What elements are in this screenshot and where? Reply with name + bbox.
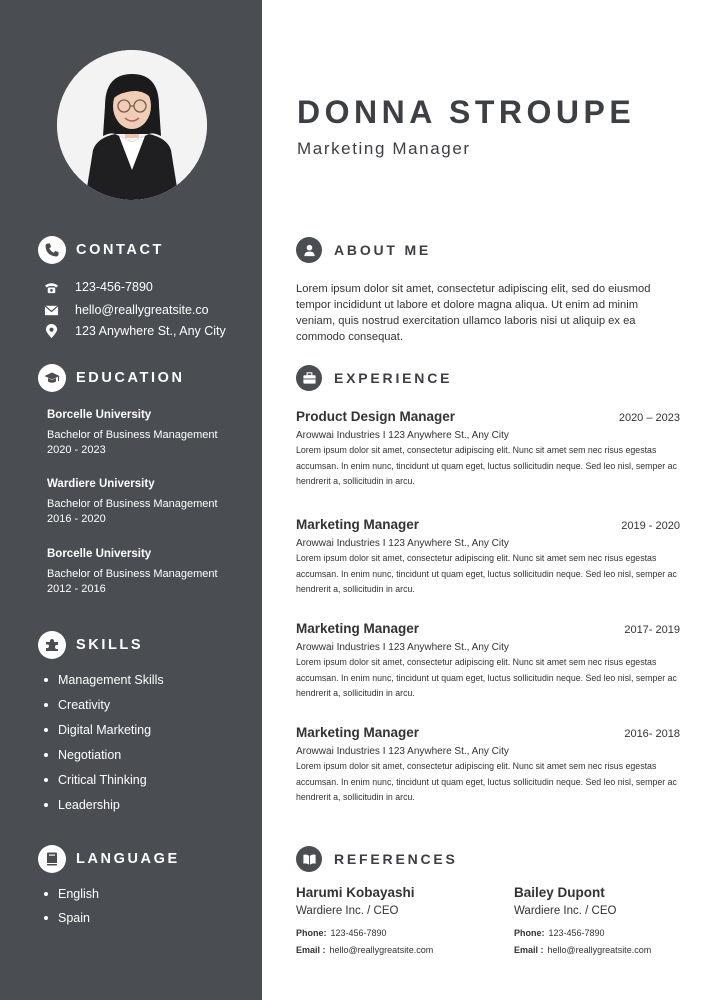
language-label: Spain	[58, 911, 90, 925]
education-item	[47, 478, 218, 527]
skill-label: Digital Marketing	[58, 722, 152, 737]
graduation-cap-icon	[38, 364, 66, 392]
school-name: Borcelle University	[47, 548, 152, 560]
degree: Bachelor of Business Management	[47, 429, 218, 441]
experience-title: EXPERIENCE	[334, 370, 453, 386]
phone-label: Phone:	[514, 928, 545, 938]
list-item	[44, 692, 164, 717]
references-title: REFERENCES	[334, 851, 458, 867]
job-description: Lorem ipsum dolor sit amet, consectetur adipiscing elit. Nunc sit amet sem nec risus egestas accumsan. In enim nunc, tincidunt ut quam eget, luctus sollicitudin neque. Sed leo nisl, semper ac hendrerit a, sollicitudin in arcu.	[296, 657, 677, 698]
about-title: ABOUT ME	[334, 242, 432, 258]
email-label: Email :	[514, 945, 544, 955]
job-years: 2017- 2019	[624, 624, 680, 636]
skills-heading	[38, 631, 143, 659]
reference-phone	[514, 928, 651, 938]
phone-value: 123-456-7890	[330, 928, 387, 938]
education-heading	[38, 364, 185, 392]
school-name: Wardiere University	[47, 478, 155, 490]
about-text: Lorem ipsum dolor sit amet, consectetur adipiscing elit, sed do eiusmod tempor incididunt ut labore et dolore magna aliqua. Ut enim ad minim veniam, quis nostrud exercitation ullamco laboris nisi ut aliquip ex ea commodo consequat.	[296, 283, 651, 343]
list-item	[44, 717, 164, 742]
reference-item	[296, 885, 433, 955]
reference-name: Harumi Kobayashi	[296, 885, 415, 900]
job-title: Marketing Manager	[296, 517, 420, 532]
address-text: 123 Anywhere St., Any City	[75, 324, 226, 338]
reference-email	[514, 945, 651, 955]
degree: Bachelor of Business Management	[47, 498, 218, 510]
briefcase-icon	[296, 365, 322, 391]
skill-label: Leadership	[58, 797, 120, 812]
open-book-icon	[296, 846, 322, 872]
email-value: hello@reallygreatsite.com	[329, 945, 434, 955]
language-title: LANGUAGE	[76, 851, 180, 867]
job-description: Lorem ipsum dolor sit amet, consectetur adipiscing elit. Nunc sit amet sem nec risus egestas accumsan. In enim nunc, tincidunt ut quam eget, luctus sollicitudin neque. Sed leo nisl, semper ac hendrerit a, sollicitudin in arcu.	[296, 761, 677, 802]
degree: Bachelor of Business Management	[47, 568, 218, 580]
skill-label: Negotiation	[58, 747, 122, 762]
contact-address	[42, 323, 226, 339]
profile-photo	[57, 50, 207, 200]
list-item	[44, 906, 99, 930]
contact-phone	[42, 279, 153, 295]
job-description: Lorem ipsum dolor sit amet, consectetur adipiscing elit. Nunc sit amet sem nec risus egestas accumsan. In enim nunc, tincidunt ut quam eget, luctus sollicitudin neque. Sed leo nisl, semper ac hendrerit a, sollicitudin in arcu.	[296, 445, 677, 486]
language-list	[44, 882, 99, 930]
user-icon	[296, 237, 322, 263]
location-icon	[42, 323, 60, 339]
years: 2012 - 2016	[47, 583, 106, 595]
education-item	[47, 409, 218, 458]
email-value: hello@reallygreatsite.com	[547, 945, 652, 955]
contact-title: CONTACT	[76, 242, 165, 258]
skill-label: Creativity	[58, 697, 111, 712]
job-description: Lorem ipsum dolor sit amet, consectetur adipiscing elit. Nunc sit amet sem nec risus egestas accumsan. In enim nunc, tincidunt ut quam eget, luctus sollicitudin neque. Sed leo nisl, semper ac hendrerit a, sollicitudin in arcu.	[296, 553, 677, 594]
contact-heading	[38, 236, 164, 264]
language-label: English	[58, 887, 99, 901]
telephone-icon	[42, 279, 60, 295]
reference-phone	[296, 928, 433, 938]
puzzle-icon	[38, 631, 66, 659]
years: 2016 - 2020	[47, 513, 106, 525]
list-item	[44, 882, 99, 906]
school-name: Borcelle University	[47, 409, 152, 421]
experience-item	[296, 517, 680, 598]
list-item	[44, 767, 164, 792]
job-title: Marketing Manager	[296, 621, 420, 636]
education-item	[47, 548, 218, 597]
years: 2020 - 2023	[47, 444, 106, 456]
skills-list	[44, 667, 164, 817]
reference-company: Wardiere Inc. / CEO	[514, 905, 617, 917]
contact-email	[42, 302, 209, 318]
language-heading	[38, 845, 180, 873]
reference-item	[514, 885, 651, 955]
email-icon	[42, 302, 60, 318]
job-years: 2016- 2018	[624, 728, 680, 740]
book-icon	[38, 845, 66, 873]
experience-heading	[296, 365, 452, 391]
job-years: 2019 - 2020	[621, 520, 680, 532]
reference-company: Wardiere Inc. / CEO	[296, 905, 399, 917]
experience-item	[296, 725, 680, 806]
reference-email	[296, 945, 433, 955]
phone-value: 123-456-7890	[548, 928, 605, 938]
job-years: 2020 – 2023	[618, 412, 680, 424]
skills-title: SKILLS	[76, 637, 144, 653]
skill-label: Management Skills	[58, 672, 164, 687]
list-item	[44, 667, 164, 692]
reference-name: Bailey Dupont	[514, 885, 605, 900]
phone-text: 123-456-7890	[75, 280, 153, 294]
email-text: hello@reallygreatsite.co	[75, 303, 209, 317]
experience-item	[296, 409, 680, 490]
profile-photo-image	[57, 50, 207, 200]
skill-label: Critical Thinking	[58, 772, 147, 787]
job-company: Arowwai Industries I 123 Anywhere St., Any City	[296, 430, 509, 441]
education-title: EDUCATION	[76, 370, 185, 386]
person-name: DONNA STROUPE	[297, 94, 636, 130]
job-company: Arowwai Industries I 123 Anywhere St., Any City	[296, 746, 509, 757]
job-company: Arowwai Industries I 123 Anywhere St., Any City	[296, 642, 509, 653]
job-title: Marketing Manager	[296, 725, 420, 740]
list-item	[44, 742, 164, 767]
about-heading	[296, 237, 431, 263]
phone-icon	[38, 236, 66, 264]
email-label: Email :	[296, 945, 326, 955]
job-role: Marketing Manager	[297, 139, 471, 158]
job-title: Product Design Manager	[296, 409, 456, 424]
phone-label: Phone:	[296, 928, 327, 938]
sidebar	[0, 0, 262, 1000]
list-item	[44, 792, 164, 817]
experience-item	[296, 621, 680, 702]
job-company: Arowwai Industries I 123 Anywhere St., Any City	[296, 538, 509, 549]
references-heading	[296, 846, 458, 872]
